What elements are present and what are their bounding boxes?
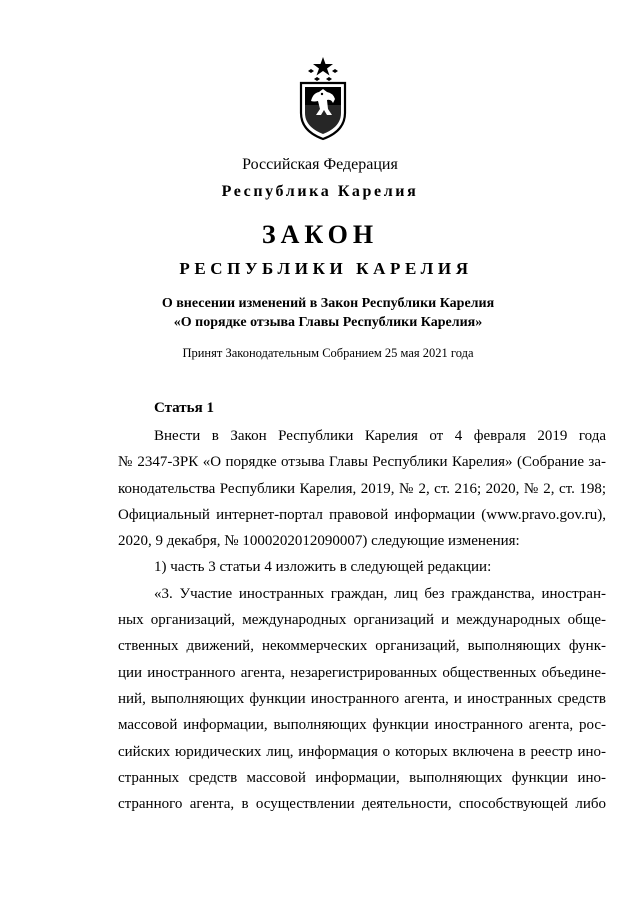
law-subtitle: РЕСПУБЛИКИ КАРЕЛИЯ [179,259,473,278]
paragraph-line: массовой информации, выполняющих функции иностранного агента, рос- [118,717,606,734]
paragraph-line: конодательства Республики Карелия, 2019, № 2, ст. 216; 2020, № 2, ст. 198; [118,480,606,497]
paragraph-line: ции иностранного агента, незарегистрированных общественных объедине- [118,664,606,681]
paragraph-line: странного агента, в осуществлении деятельности, способствующей либо [118,796,606,813]
adoption-note: Принят Законодательным Собранием 25 мая 2021 года [182,346,474,360]
paragraph-line: № 2347-ЗРК «О порядке отзыва Главы Республики Карелия» (Собрание за- [118,454,606,471]
law-name-line-2: «О порядке отзыва Главы Республики Карелия» [173,315,483,330]
paragraph-line: ний, выполняющих функции иностранного агента, и иностранных средств [118,690,606,707]
paragraph-line: сийских юридических лиц, информация о которых включена в реестр ино- [118,743,606,760]
federation-name: Российская Федерация [242,156,398,173]
law-name-line-1: О внесении изменений в Закон Республики Карелия [161,296,495,311]
paragraph-line: 1) часть 3 статьи 4 изложить в следующей редакции: [154,559,492,576]
article-heading: Статья 1 [154,400,214,416]
paragraph-line: странных средств массовой информации, выполняющих функции ино- [118,769,606,786]
republic-name: Республика Карелия [221,183,419,200]
law-title: ЗАКОН [261,220,379,249]
karelia-coat-of-arms-icon [297,55,349,141]
paragraph-line: Внести в Закон Республики Карелия от 4 февраля 2019 года [154,428,606,444]
article-body [118,423,606,817]
paragraph-line: ственных движений, некоммерческих организаций, выполняющих функ- [118,638,606,655]
paragraph-line: Официальный интернет-портал правовой информации (www.pravo.gov.ru), [118,506,606,523]
paragraph-line: 2020, 9 декабря, № 1000202012090007) следующие изменения: [118,533,520,550]
paragraph-line: ных организаций, международных организаций и международных обще- [118,612,606,629]
paragraph-line: «3. Участие иностранных граждан, лиц без гражданства, иностран- [154,585,606,602]
